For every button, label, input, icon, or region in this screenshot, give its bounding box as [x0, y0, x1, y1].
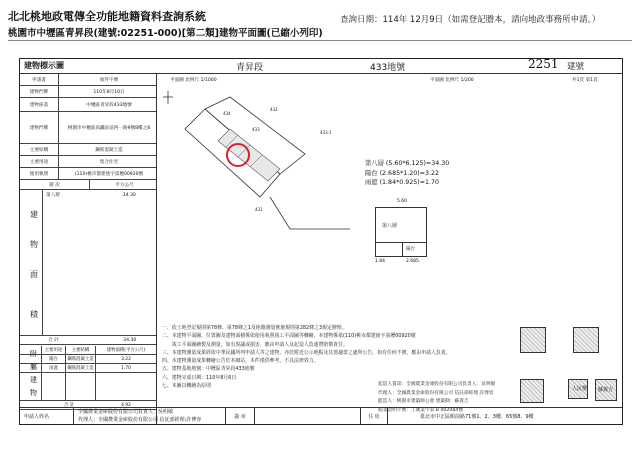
note-line: 六、建物完成日期：110年8月6日	[162, 374, 237, 381]
table-row	[20, 190, 156, 200]
address-value: 臺北市中正區館前路71號1、2、3樓、65號8、9樓	[420, 413, 534, 420]
scale-right: 平面圖 比例尺 1/200	[430, 78, 474, 83]
annex-header-row	[20, 346, 156, 355]
row-key: 主要結構	[20, 144, 59, 155]
area-table-header	[20, 180, 156, 190]
address-label: 住 址	[360, 408, 388, 424]
annex-structure: 鋼筋混凝土造	[66, 355, 96, 363]
dimension-label: 2.685	[406, 259, 419, 264]
building-number: 2251	[528, 57, 559, 71]
area-header-unit: 平方公尺	[115, 182, 134, 188]
dimension-label: 5.60	[397, 199, 408, 204]
surveyor-line: 起造人資訊：全國農業金庫股份有限公司負責人：吳明敏	[378, 382, 496, 387]
row-value: 集合住宅	[99, 159, 119, 165]
annex-col-use: 主要用途	[42, 346, 66, 354]
table-row	[20, 156, 156, 168]
row-value: (110)桃市都建使字第壢00920號	[74, 171, 144, 177]
page-subtitle: 桃園市中壢區青昇段(建號:02251-000)[第二類]建物平面圖(已縮小列印)	[8, 28, 323, 39]
row-key: 申請書	[20, 74, 59, 85]
note-line: 七、本圖以轉繪為原則	[162, 383, 211, 390]
unit-floor-plan	[375, 207, 427, 257]
row-value: 110年8月10日	[93, 89, 125, 95]
row-value: 收件字號	[99, 77, 119, 83]
floor-name: 第八層	[46, 193, 60, 198]
row-key: 使用執照	[20, 168, 59, 179]
applicant-value: 全國農業金庫股份有限公司負責人：吳明敏	[78, 409, 174, 415]
row-key: 建物門牌	[20, 112, 59, 143]
stamp-text: 蘇義吉	[598, 387, 614, 393]
lot-number: 433	[252, 127, 260, 132]
page-title: 北北桃地政電傳全功能地籍資料查詢系統	[8, 10, 206, 23]
building-number-label: 建號	[567, 62, 585, 72]
site-plan-drawing	[160, 79, 360, 259]
lot-number: 434	[223, 111, 231, 116]
annex-use: 雨遮	[42, 364, 66, 372]
annex-col-structure: 主要結構	[66, 346, 96, 354]
annex-area: 3.22	[121, 356, 131, 362]
official-seal-stamp	[520, 379, 544, 403]
annex-char: 物	[30, 389, 37, 397]
annex-area: 1.70	[121, 365, 131, 371]
category-char: 面	[30, 270, 38, 279]
annex-table	[20, 346, 156, 410]
query-date: 查詢日期：114年 12月9日（如需登記謄本，請向地政事務所申請。）	[340, 15, 601, 25]
table-row	[20, 144, 156, 156]
annex-char: 建	[30, 376, 37, 384]
floor-plan-label: 第八層	[382, 223, 398, 229]
table-row	[20, 168, 156, 180]
row-value: 鋼筋混凝土造	[95, 147, 123, 153]
lot-number: 432	[270, 107, 278, 112]
area-line: 第八層 (5.60*6.125)=34.30	[365, 160, 450, 167]
plot-number: 433地號	[370, 63, 406, 73]
official-seal-stamp	[520, 327, 546, 353]
agent-value: 代理人：全國農業金庫股份有限公司 信託部經理:許博容	[78, 417, 202, 423]
row-key: 建物座落	[20, 98, 59, 111]
annex-row	[20, 355, 156, 364]
surveyor-line: 開業證明字號：工測業字第 B 002084號	[378, 407, 464, 413]
floor-area: 34.30	[122, 192, 136, 198]
row-value: 桃園市中壢區高鐵站前西一路9號8樓之8	[67, 125, 151, 131]
annex-row	[20, 364, 156, 373]
note-line: 竣工平面圖繪製及測量，如有異議或損害，應由申請人及起造人負連帶賠償責任。	[162, 341, 348, 348]
total-label: 合 計	[48, 338, 59, 343]
table-row	[20, 112, 156, 144]
seal-label: 簽 章	[225, 408, 255, 424]
annex-char: 附	[30, 350, 37, 358]
table-row	[20, 86, 156, 98]
annex-structure: 鋼筋混凝土造	[66, 364, 96, 372]
page-count: 共1頁 第1頁	[572, 78, 598, 83]
note-line: 三、本建物測量成果經依中華民國所列申請人等之建物，亦於附近公示地點及其他適當之處所公告，如有任何不實，應由申請人負責。	[162, 349, 451, 356]
header-divider	[8, 40, 632, 41]
applicant-label: 申請人姓名	[24, 408, 74, 424]
building-info-table	[20, 74, 157, 424]
row-value: 中壢區青昇段433地號	[86, 102, 132, 108]
area-header-floor: 層 次	[20, 180, 90, 189]
annex-total: 4.92	[121, 402, 131, 408]
area-line: 陽台 (2.685*1.20)=3.22	[365, 169, 440, 177]
annex-char: 屬	[30, 363, 37, 371]
section-name: 青昇段	[236, 63, 264, 73]
official-seal-stamp	[573, 327, 599, 353]
surveyor-line: 監造人：桃園市建築師公會 建築師：蘇義吉	[378, 399, 469, 404]
row-key: 主要用途	[20, 156, 59, 167]
annex-empty-row	[20, 373, 156, 401]
category-char: 積	[30, 310, 38, 319]
area-column-divider	[42, 190, 43, 335]
table-row	[20, 74, 156, 86]
scale-left: 平面圖 比例尺 1/1000	[170, 78, 217, 83]
building-plan-sheet	[19, 58, 623, 425]
note-line: 一、依土地登記規則第78條、第78條之1及地籍測量實施規則第282條之3規定辦理。	[162, 325, 347, 331]
row-key: 建物門牌	[20, 86, 59, 97]
category-char: 物	[30, 240, 38, 249]
area-line: 雨遮 (1.84*0.925)=1.70	[365, 179, 440, 186]
annex-use: 陽台	[42, 355, 66, 363]
balcony-label: 陽台	[406, 247, 415, 252]
lot-number: 433-1	[320, 130, 332, 135]
note-line: 二、本建物平面圖、位置圖及建物面積係依使用執照竣工平面圖等轉繪，本建物係依(110)桃市都建使字第壢00920號	[162, 333, 416, 340]
total-area: 34.30	[123, 337, 137, 343]
surveyor-line: 代理人：全國農業金庫股份有限公司 信託部經理 許博容	[378, 390, 494, 396]
annex-total-label: 合 計	[63, 403, 75, 408]
note-line: 四、本建物測量成果轉繪公告於本網站，本件僅供參考，不具法律效力。	[162, 358, 319, 365]
note-line: 五、建物基地地號：中壢區青昇段433地號	[162, 366, 255, 373]
lot-number: 431	[255, 207, 263, 212]
sheet-title: 建物標示圖	[24, 61, 64, 70]
dimension-label: 1.84	[375, 259, 386, 264]
stamp-text: 人民幣	[572, 386, 588, 392]
table-row	[20, 98, 156, 112]
area-total-row	[20, 335, 156, 345]
annex-col-area: 建物面積(平方公尺)	[106, 348, 146, 353]
area-calculation	[365, 159, 449, 188]
category-char: 建	[30, 210, 38, 219]
applicant-bar	[20, 407, 622, 424]
